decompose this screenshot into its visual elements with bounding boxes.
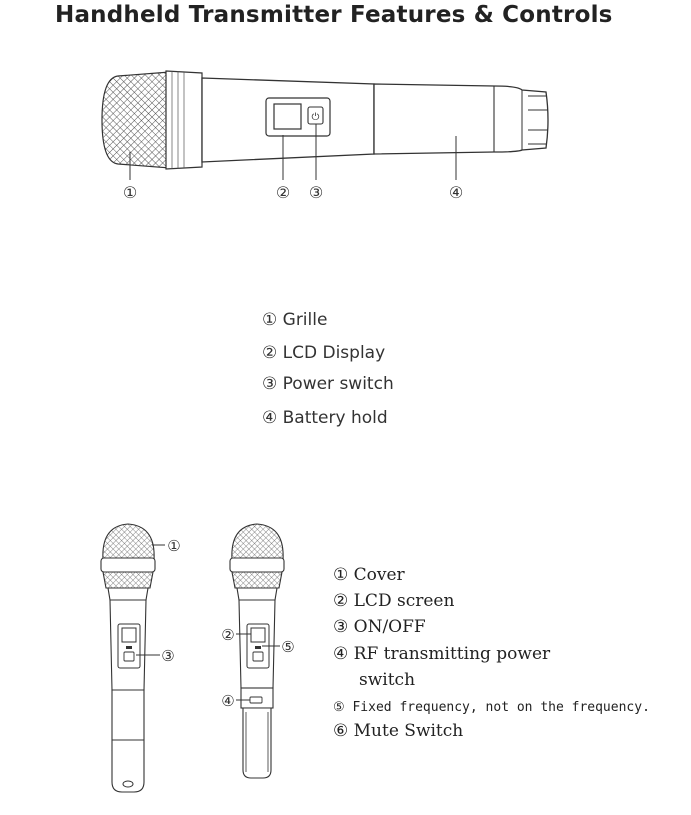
lcd-screen	[274, 104, 301, 129]
page-title: Handheld Transmitter Features & Controls	[55, 2, 613, 28]
callout-3: ③	[308, 183, 324, 202]
callout-2: ②	[275, 183, 291, 202]
legend-rf-power: ④ RF transmitting power	[333, 644, 551, 664]
legend-mute-switch: ⑥ Mute Switch	[333, 721, 464, 741]
callout-3: ③	[161, 647, 175, 665]
left-microphone	[101, 524, 181, 792]
vertical-microphones-diagram	[0, 515, 330, 815]
legend-rf-power-continued: switch	[359, 670, 416, 690]
callout-2: ②	[221, 626, 235, 644]
legend-power-switch: ③ Power switch	[262, 374, 394, 394]
legend-grille: ① Grille	[262, 310, 328, 330]
callout-5: ⑤	[281, 638, 295, 656]
legend-on-off: ③ ON/OFF	[333, 617, 426, 637]
grille-head	[102, 72, 170, 168]
legend-lcd-screen: ② LCD screen	[333, 591, 455, 611]
callout-4: ④	[448, 183, 464, 202]
right-microphone	[221, 524, 294, 778]
callout-1: ①	[122, 183, 138, 202]
callout-4: ④	[221, 692, 235, 710]
callout-1: ①	[167, 537, 181, 555]
svg-text:⏻: ⏻	[311, 112, 320, 123]
legend-cover: ① Cover	[333, 565, 405, 585]
legend-battery-hold: ④ Battery hold	[262, 408, 388, 428]
legend-lcd-display: ② LCD Display	[262, 343, 386, 363]
horizontal-microphone-diagram	[0, 40, 691, 260]
legend-fixed-frequency: ⑤ Fixed frequency, not on the frequency.	[333, 700, 650, 715]
